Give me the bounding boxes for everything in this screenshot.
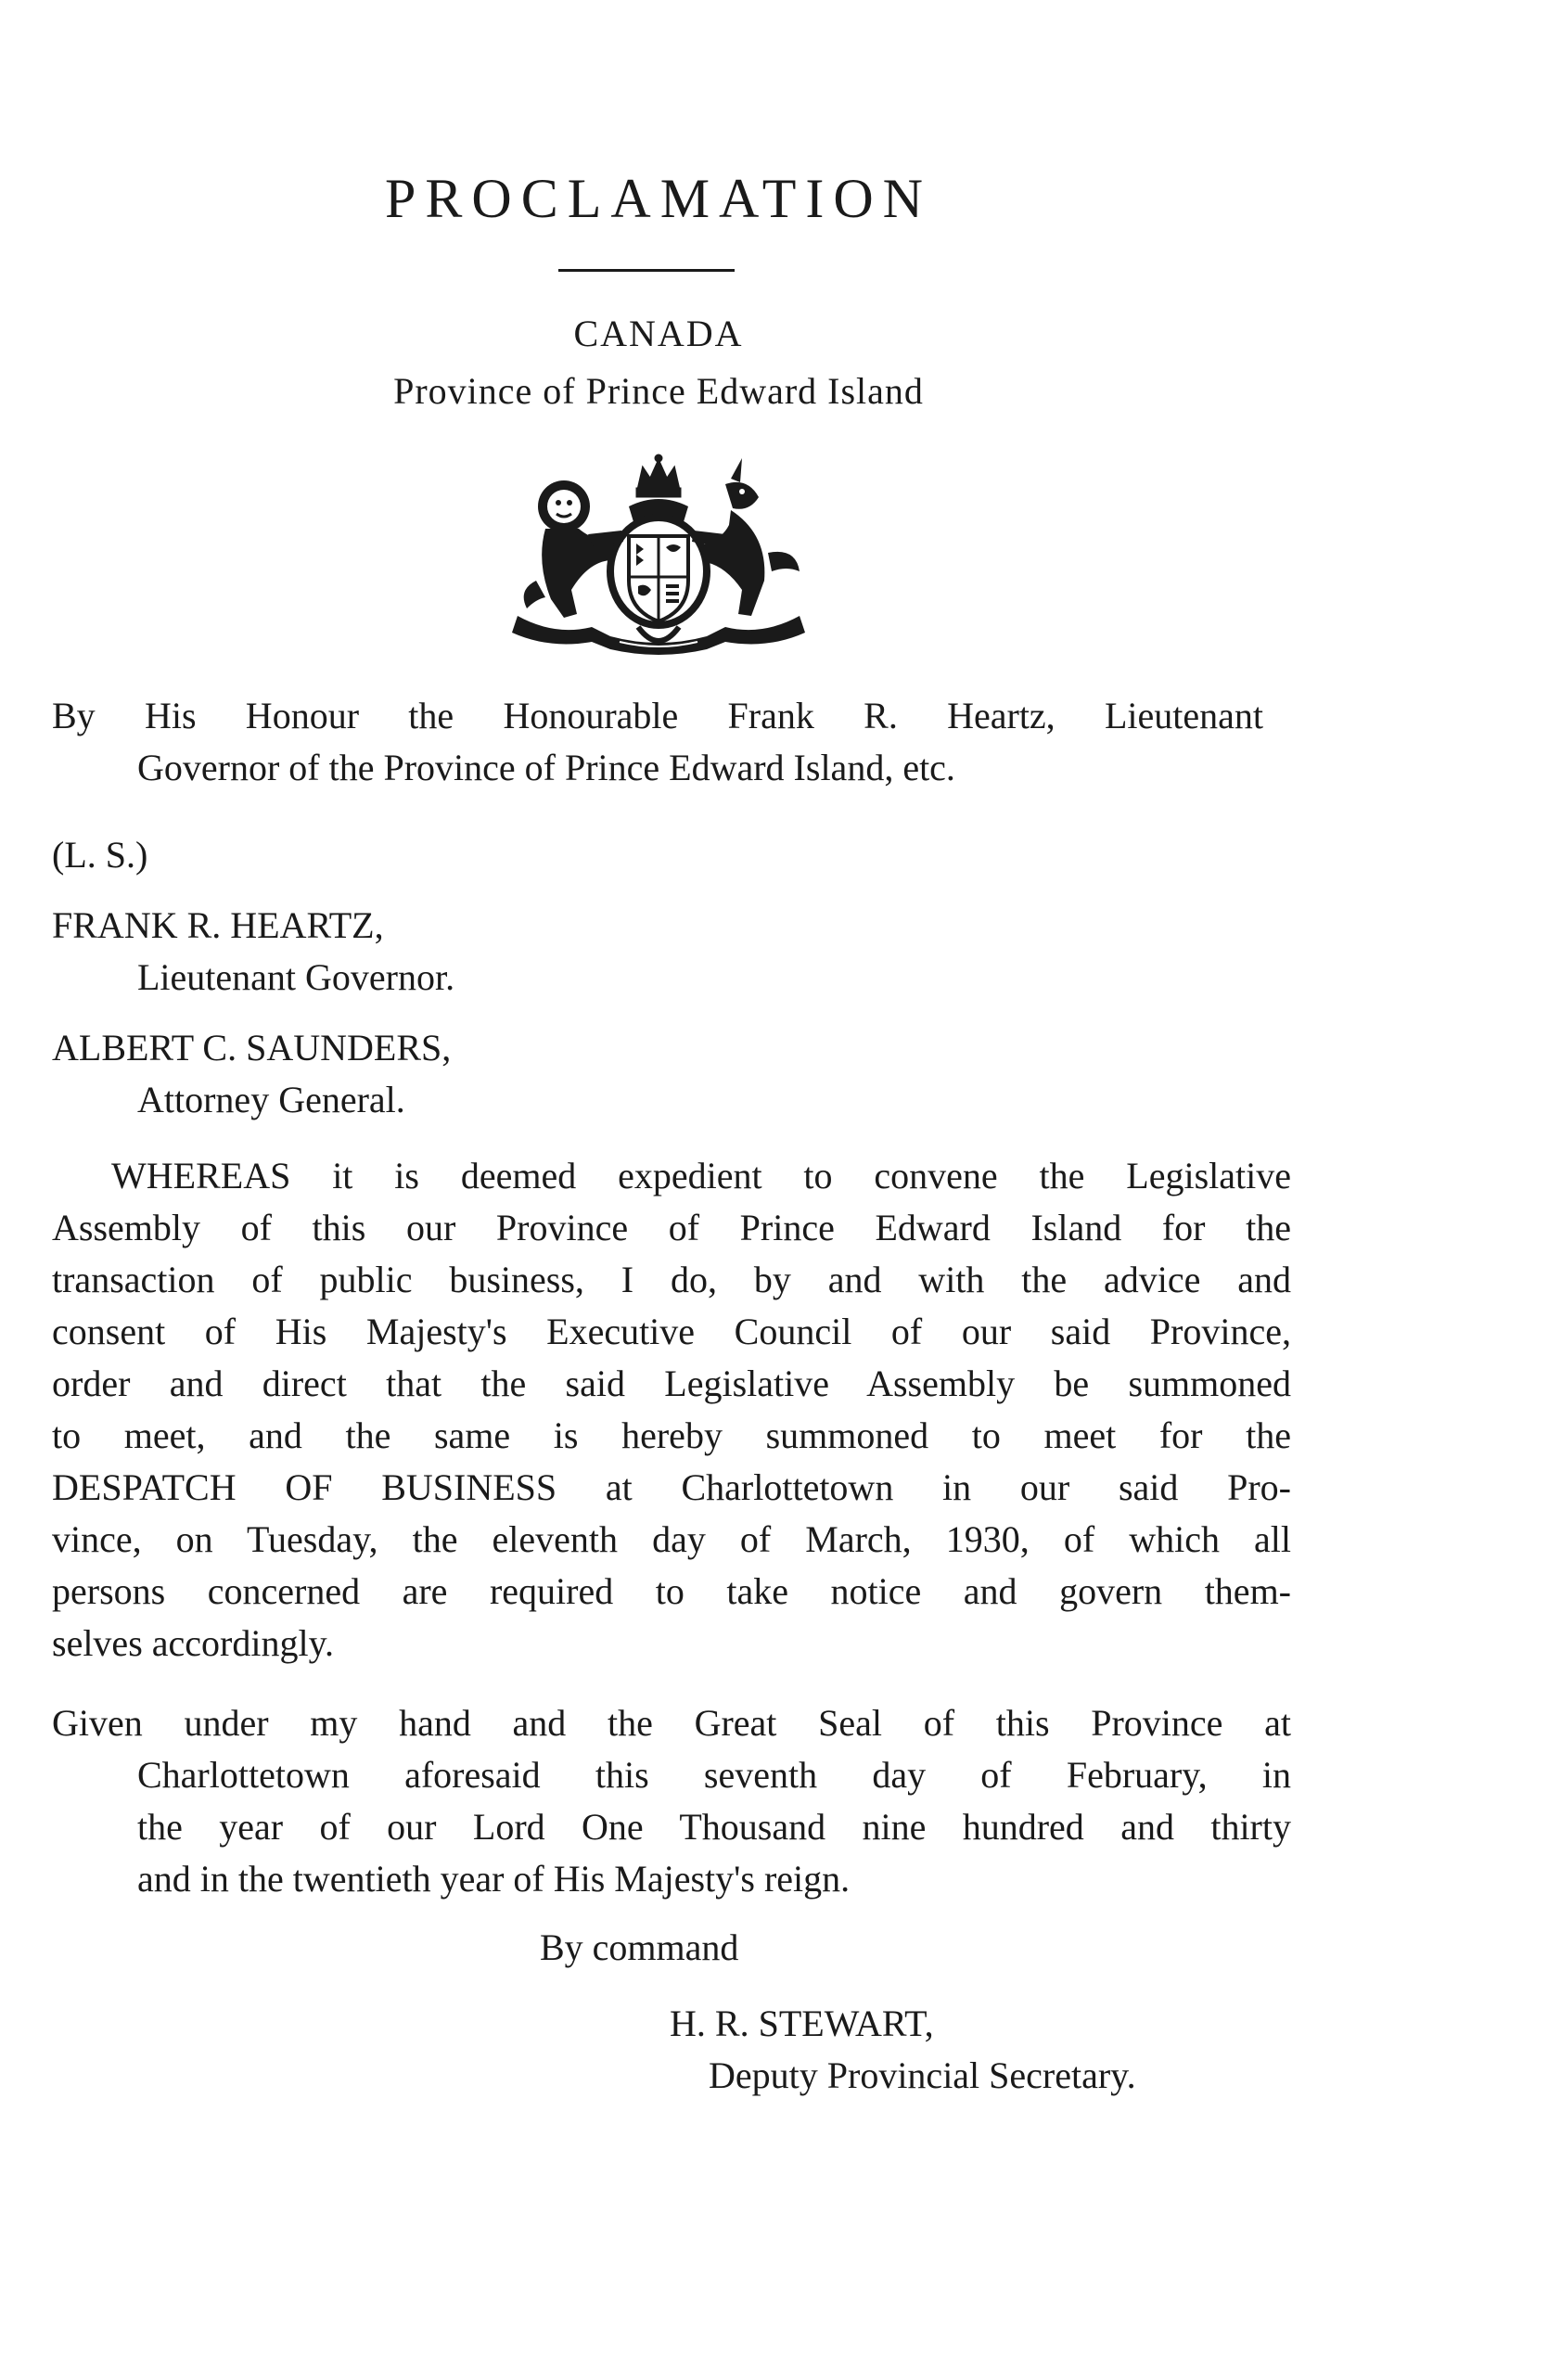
country-heading: CANADA [573, 313, 744, 354]
seal-mark: (L. S.) [52, 834, 148, 876]
whereas-line: consent of His Majesty's Executive Council of our said Province, [52, 1311, 1291, 1352]
whereas-line: Assembly of this our Province of Prince Edward Island for the [52, 1207, 1291, 1248]
signatory-name-2: ALBERT C. SAUNDERS, [52, 1027, 452, 1068]
whereas-line: DESPATCH OF BUSINESS at Charlottetown in our said Pro- [52, 1466, 1291, 1508]
honour-line-1 [52, 697, 1263, 735]
signatory-name-1: FRANK R. HEARTZ, [52, 904, 384, 946]
signatory-title-2: Attorney General. [137, 1079, 405, 1120]
given-line: Charlottetown aforesaid this seventh day of February, in [137, 1754, 1291, 1796]
deputy-name: H. R. STEWART, [670, 2003, 934, 2044]
royal-coat-of-arms-icon [499, 451, 818, 655]
given-line: the year of our Lord One Thousand nine hundred and thirty [137, 1806, 1291, 1848]
whereas-line: transaction of public business, I do, by and with the advice and [52, 1259, 1291, 1300]
honour-line-1-text: By His Honour the Honourable Frank R. Heartz, Lieutenant [52, 695, 1263, 736]
province-heading: Province of Prince Edward Island [393, 370, 924, 412]
given-line: Given under my hand and the Great Seal of this Province at [52, 1702, 1291, 1744]
by-command-text: By command [540, 1926, 739, 1968]
deputy-title: Deputy Provincial Secretary. [709, 2054, 1136, 2096]
whereas-line: WHEREAS it is deemed expedient to convene the Legislative [111, 1155, 1291, 1196]
whereas-line: vince, on Tuesday, the eleventh day of March, 1930, of which all [52, 1518, 1291, 1560]
title-divider [558, 269, 735, 272]
signatory-title-1: Lieutenant Governor. [137, 956, 455, 998]
document-title: PROCLAMATION [384, 168, 933, 229]
whereas-line: selves accordingly. [52, 1622, 334, 1664]
whereas-line: persons concerned are required to take notice and govern them- [52, 1570, 1291, 1612]
whereas-paragraph [52, 1150, 1291, 1670]
given-paragraph [52, 1697, 1291, 1905]
whereas-line: order and direct that the said Legislative Assembly be summoned [52, 1363, 1291, 1404]
honour-line-2-text: Governor of the Province of Prince Edward Island, etc. [137, 747, 955, 788]
given-line: and in the twentieth year of His Majesty's reign. [137, 1858, 851, 1900]
whereas-line: to meet, and the same is hereby summoned to meet for the [52, 1414, 1291, 1456]
